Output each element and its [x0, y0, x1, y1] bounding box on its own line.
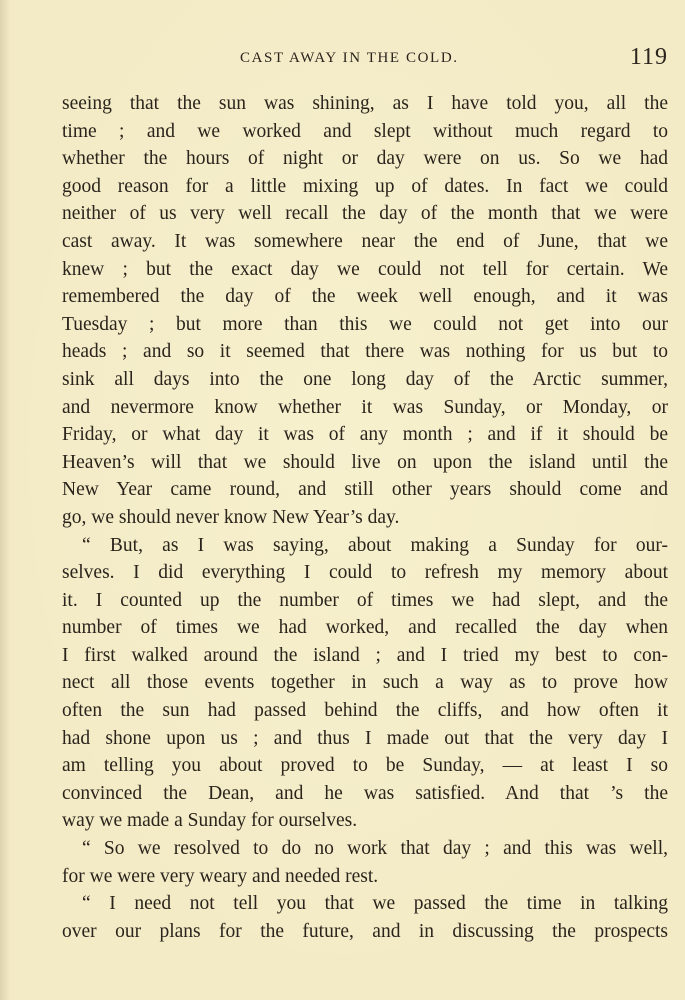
text-line: sink all days into the one long day of the Arctic summer, [62, 368, 668, 390]
text-line: neither of us very well recall the day of the month that we were [62, 203, 668, 225]
text-line: number of times we had worked, and recalled the day when [62, 617, 668, 639]
text-line: I first walked around the island ; and I tried my best to con- [62, 644, 668, 666]
running-title: CAST AWAY IN THE COLD. [240, 50, 459, 66]
text-line: knew ; but the exact day we could not tell for certain. We [62, 258, 668, 280]
page-number: 119 [629, 44, 668, 70]
text-line: Tuesday ; but more than this we could not get into our [62, 313, 668, 335]
text-line: Friday, or what day it was of any month ; and if it should be [62, 424, 668, 446]
text-line: selves. I did everything I could to refresh my memory about [62, 562, 668, 584]
text-line: time ; and we worked and slept without much regard to [62, 120, 668, 142]
page-gutter-shadow [0, 0, 10, 1000]
text-line: heads ; and so it seemed that there was nothing for us but to [62, 341, 668, 363]
text-line: am telling you about proved to be Sunday, — at least I so [62, 755, 668, 777]
text-line: “ I need not tell you that we passed the time in talking [82, 893, 668, 915]
text-line: cast away. It was somewhere near the end of June, that we [62, 230, 668, 252]
text-line: seeing that the sun was shining, as I have told you, all the [62, 93, 668, 114]
text-line: convinced the Dean, and he was satisfied. And that ’s the [62, 782, 668, 804]
text-line: over our plans for the future, and in discussing the prospects [62, 920, 668, 942]
text-line: whether the hours of night or day were on us. So we had [62, 148, 668, 170]
text-line: go, we should never know New Year’s day. [62, 506, 400, 528]
text-line: for we were very weary and needed rest. [62, 865, 379, 887]
text-line: “ So we resolved to do no work that day ; and this was well, [82, 838, 668, 860]
text-line: way we made a Sunday for ourselves. [62, 810, 358, 832]
text-line: Heaven’s will that we should live on upon the island until the [62, 451, 668, 473]
text-line: often the sun had passed behind the cliffs, and how often it [62, 700, 668, 722]
text-line: had shone upon us ; and thus I made out that the very day I [62, 727, 668, 749]
text-line: good reason for a little mixing up of dates. In fact we could [62, 175, 668, 197]
text-line: “ But, as I was saying, about making a Sunday for our- [82, 534, 668, 556]
text-line: and nevermore know whether it was Sunday, or Monday, or [62, 396, 668, 418]
text-line: it. I counted up the number of times we had slept, and the [62, 589, 668, 611]
running-header [60, 46, 668, 76]
text-line: nect all those events together in such a way as to prove how [62, 672, 668, 694]
body-text [62, 90, 668, 945]
text-line: remembered the day of the week well enough, and it was [62, 286, 668, 308]
text-line: New Year came round, and still other years should come and [62, 479, 668, 501]
